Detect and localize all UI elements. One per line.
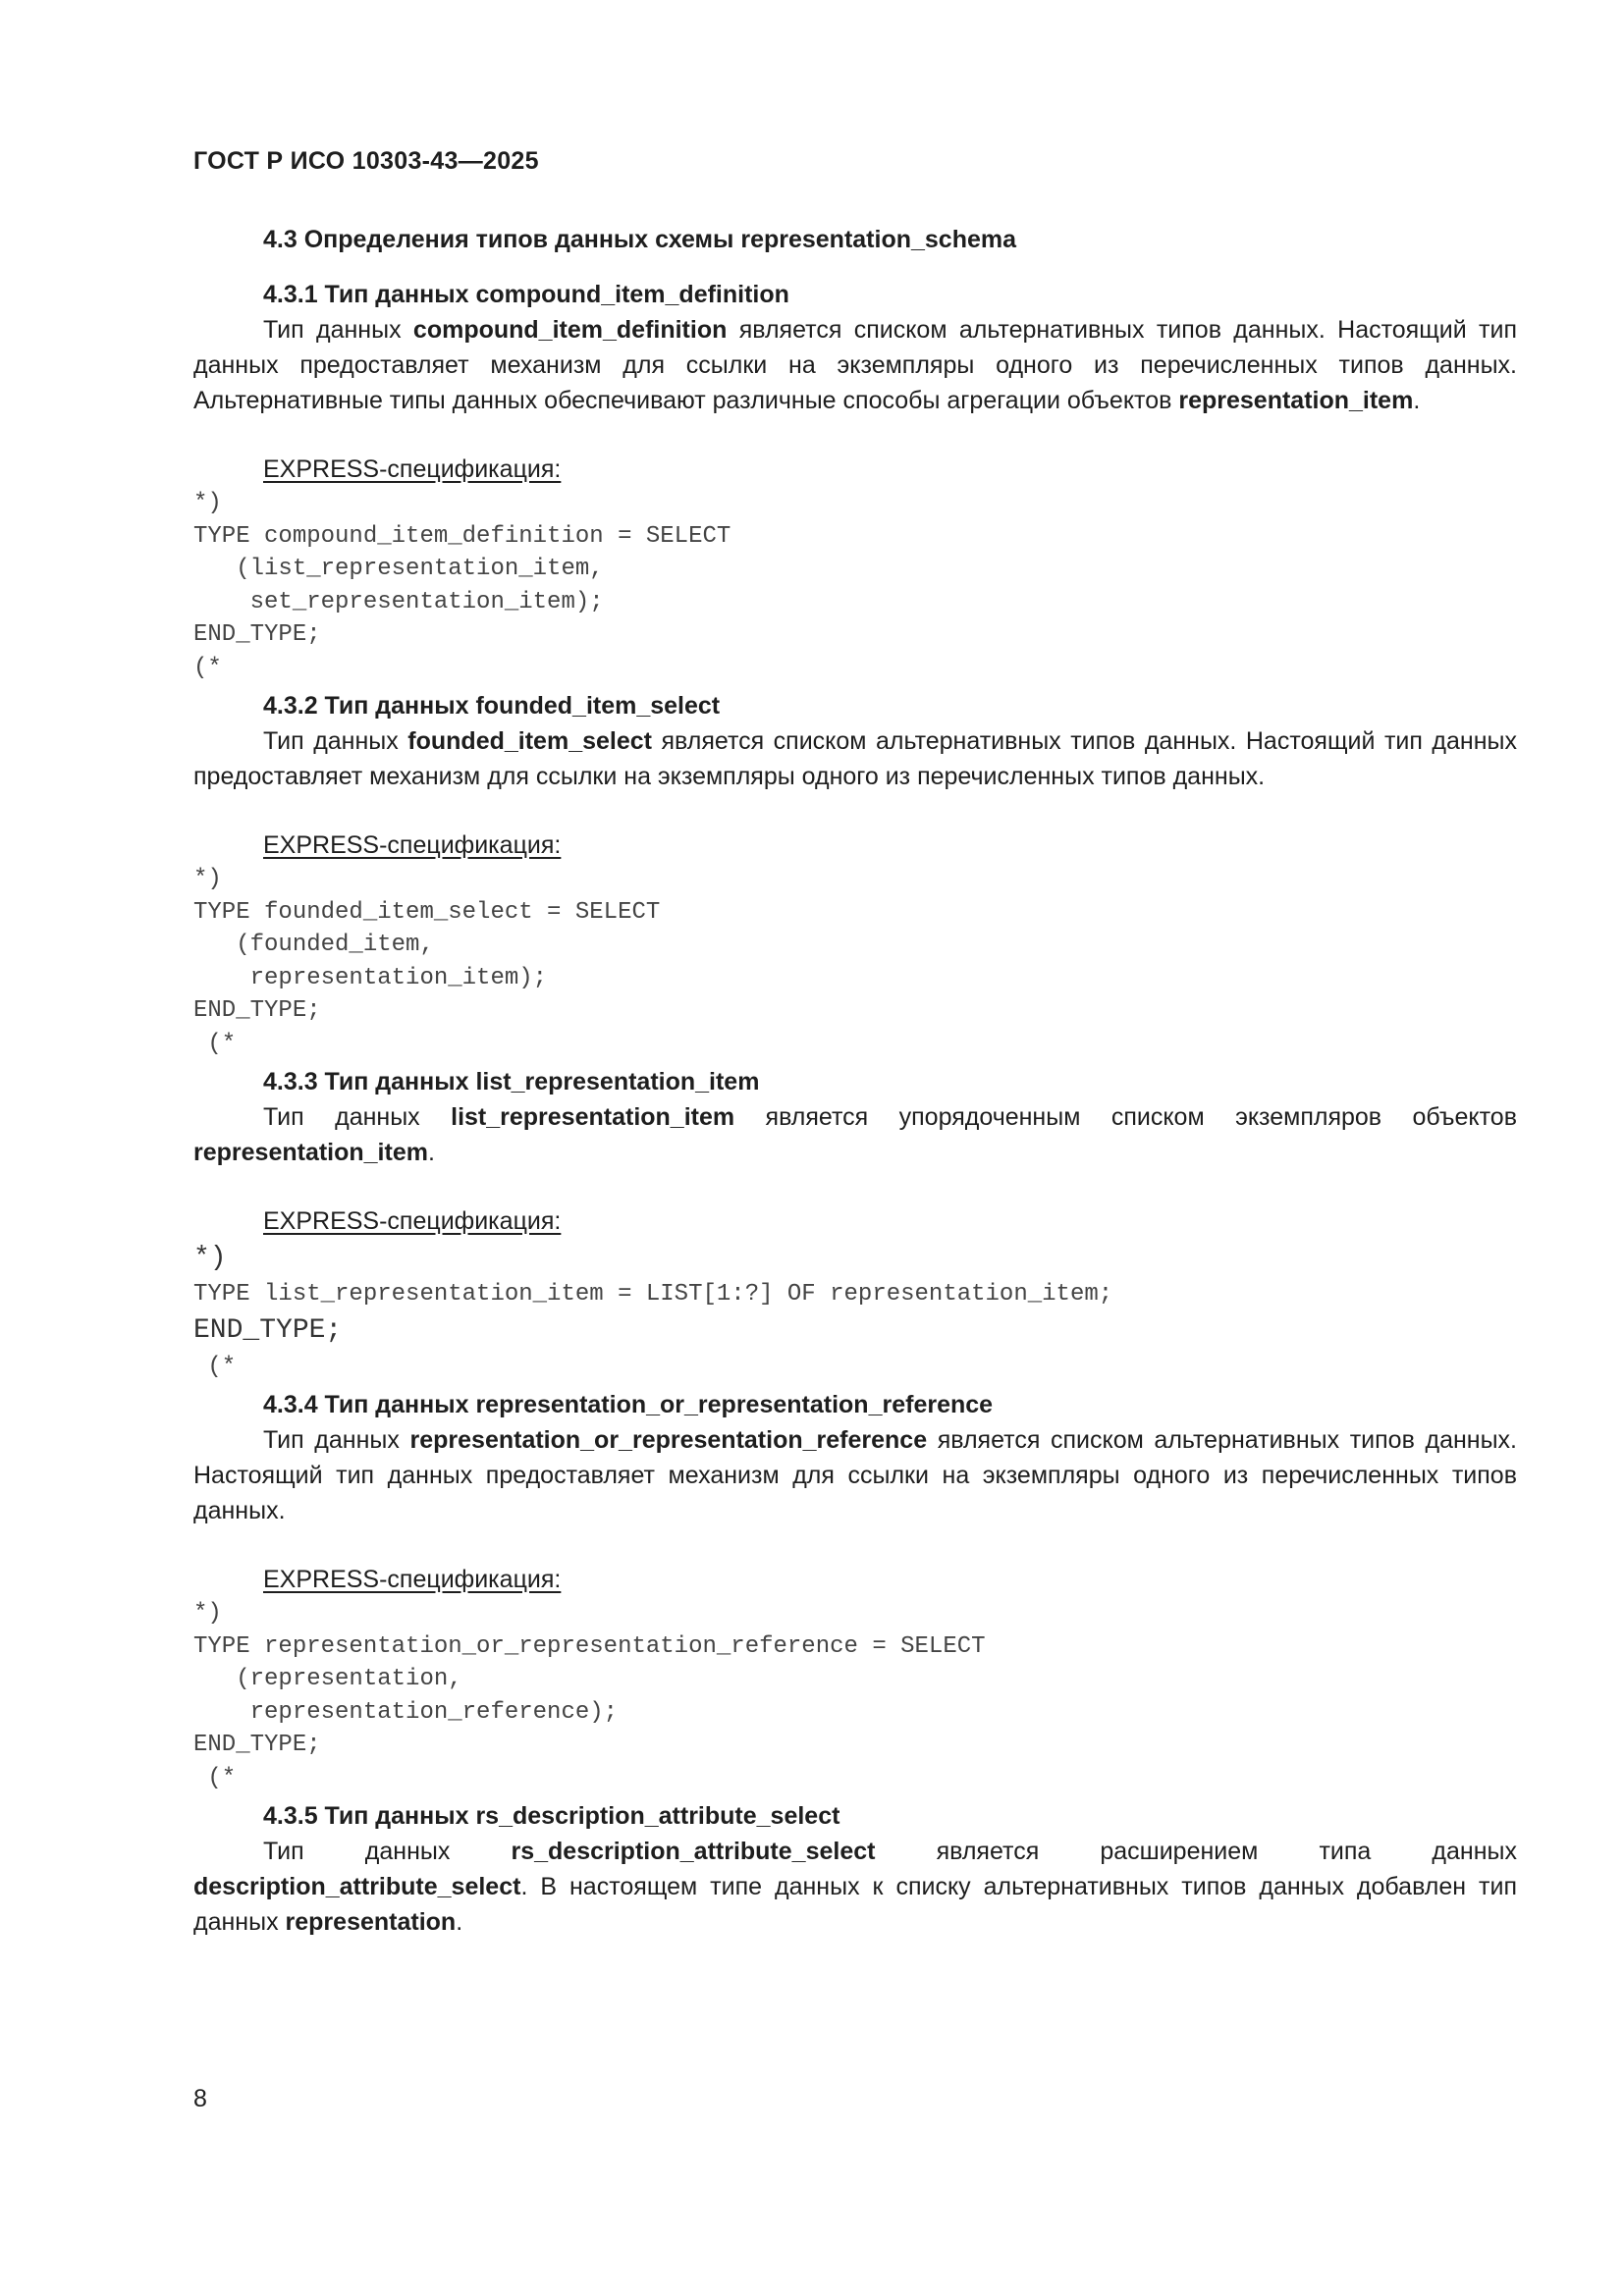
entity-name-bold: representation_item [1178, 387, 1414, 414]
express-code-block [193, 1597, 1517, 1794]
express-spec-label: EXPRESS-спецификация: [263, 1566, 562, 1593]
subsection-paragraph: Тип данных founded_item_select является списком альтернативных типов данных. Настоящий тип данных предоставляет механизм для ссылки на экземпляры одного из перечисленных типов данных. [193, 727, 1518, 790]
section-title: 4.3 Определения типов данных схемы representation_schema [263, 226, 1017, 253]
content-body [193, 222, 1517, 1973]
express-code-block [193, 487, 1517, 684]
express-code-block [193, 863, 1517, 1060]
code-line: (representation, [193, 1666, 462, 1692]
type-name-bold: compound_item_definition [412, 316, 728, 344]
subsection-paragraph: Тип данных representation_or_representation_reference является списком альтернативных типов данных. Настоящий тип данных предоставляет механизм для ссылки на экземпляры одного из перечисленных типов данных. [193, 1426, 1517, 1524]
subsection-4-3-3 [193, 1064, 1517, 1383]
code-line: END_TYPE; [193, 1732, 321, 1758]
code-line: (* [193, 1030, 237, 1057]
code-line: representation_reference); [193, 1698, 619, 1726]
subsection-4-3-4 [193, 1387, 1517, 1794]
code-line: END_TYPE; [193, 997, 321, 1024]
subsection-paragraph: Тип данных list_representation_item является упорядоченным списком экземпляров объектов representation_item. [193, 1103, 1517, 1166]
type-name-bold: rs_description_attribute_select [511, 1838, 876, 1865]
subsection-4-3-5 [193, 1798, 1517, 1940]
code-line: END_TYPE; [193, 1314, 343, 1346]
code-line: *) [193, 1600, 222, 1627]
code-line: (list_representation_item, [193, 556, 604, 582]
code-line: (* [193, 1764, 237, 1791]
document-header: ГОСТ Р ИСО 10303-43—2025 [193, 147, 539, 175]
entity-name-bold: representation [285, 1908, 457, 1936]
subsection-paragraph: Тип данных compound_item_definition является списком альтернативных типов данных. Настоящий тип данных предоставляет механизм для ссылки на экземпляры одного из перечисленных типов данных. Альтернативные типы данных обеспечивают различные способы агрегации объектов representation_item. [193, 316, 1518, 414]
subsection-title: 4.3.3 Тип данных list_representation_item [263, 1068, 760, 1095]
code-line: representation_item); [193, 964, 548, 991]
subsection-4-3-2 [193, 688, 1517, 1060]
type-name-bold: representation_or_representation_reference [409, 1426, 928, 1454]
express-spec-label: EXPRESS-спецификация: [263, 831, 562, 859]
subsection-title: 4.3.2 Тип данных founded_item_select [263, 692, 721, 720]
subsection-title: 4.3.5 Тип данных rs_description_attribute_select [263, 1802, 840, 1830]
express-spec-label: EXPRESS-спецификация: [263, 1207, 562, 1235]
code-line: TYPE founded_item_select = SELECT [193, 898, 661, 926]
subsection-title: 4.3.1 Тип данных compound_item_definition [263, 281, 789, 308]
code-line: set_representation_item); [193, 588, 604, 615]
code-line: (* [193, 1353, 237, 1380]
subsection-paragraph: Тип данных rs_description_attribute_select является расширением типа данных description_attribute_select. В настоящем типе данных к списку альтернативных типов данных добавлен тип данных representation. [193, 1838, 1517, 1936]
code-line: *) [193, 490, 222, 516]
type-name-bold: list_representation_item [451, 1103, 735, 1131]
code-line: TYPE representation_or_representation_reference = SELECT [193, 1632, 986, 1660]
express-spec-label: EXPRESS-спецификация: [263, 455, 562, 483]
express-code-block [193, 1239, 1517, 1383]
subsection-4-3-1 [193, 277, 1517, 684]
entity-name-bold: representation_item [193, 1139, 428, 1166]
code-line: TYPE list_representation_item = LIST[1:?] OF representation_item; [193, 1281, 1113, 1308]
code-line: *) [193, 866, 222, 892]
page-number: 8 [193, 2085, 207, 2112]
type-name-bold: description_attribute_select [193, 1873, 521, 1900]
code-line: TYPE compound_item_definition = SELECT [193, 522, 731, 550]
subsection-title: 4.3.4 Тип данных representation_or_representation_reference [263, 1391, 994, 1418]
code-line: END_TYPE; [193, 621, 321, 648]
code-line: (founded_item, [193, 932, 434, 958]
code-line: (* [193, 654, 222, 681]
code-line: *) [193, 1243, 227, 1273]
type-name-bold: founded_item_select [407, 727, 652, 755]
